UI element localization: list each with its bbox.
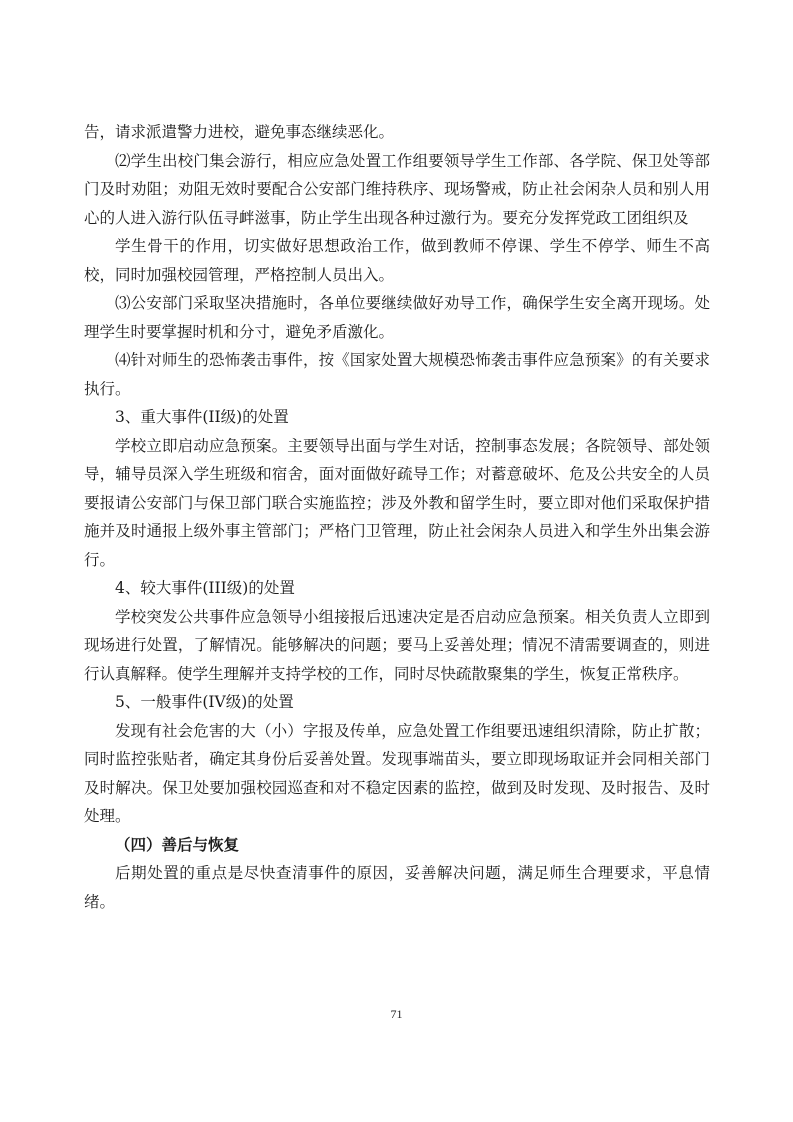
paragraph-student-backbone: 学生骨干的作用，切实做好思想政治工作，做到教师不停课、学生不停学、师生不高校，同时加强校园管理，严格控制人员出入。 <box>84 237 710 284</box>
body-text <box>84 118 710 916</box>
paragraph-item-3: ⑶公安部门采取坚决措施时，各单位要继续做好劝导工作，确保学生安全离开现场。处理学生时要掌握时机和分寸，避免矛盾激化。 <box>84 294 710 341</box>
heading-major-event: 3、重大事件(II级)的处置 <box>115 408 289 426</box>
paragraph-aftermath: 后期处置的重点是尽快查清事件的原因，妥善解决问题，满足师生合理要求，平息情绪。 <box>84 864 710 911</box>
paragraph-continuation: 告，请求派遣警力进校，避免事态继续恶化。 <box>84 123 395 141</box>
section-heading-aftermath: （四）善后与恢复 <box>115 834 240 854</box>
heading-larger-event: 4、较大事件(III级)的处置 <box>115 579 295 597</box>
paragraph-item-4: ⑷针对师生的恐怖袭击事件，按《国家处置大规模恐怖袭击事件应急预案》的有关要求执行。 <box>84 351 710 398</box>
heading-general-event: 5、一般事件(IV级)的处置 <box>115 693 294 711</box>
paragraph-item-2: ⑵学生出校门集会游行，相应应急处置工作组要领导学生工作部、各学院、保卫处等部门及时劝阻；劝阻无效时要配合公安部门维持秩序、现场警戒，防止社会闲杂人员和别人用心的人进入游行队伍寻衅滋事，防止学生出现各种过激行为。要充分发挥党政工团组织及 <box>84 151 710 227</box>
paragraph-general-event: 发现有社会危害的大（小）字报及传单，应急处置工作组要迅速组织清除，防止扩散；同时监控张贴者，确定其身份后妥善处置。发现事端苗头，要立即现场取证并会同相关部门及时解决。保卫处要加强校园巡查和对不稳定因素的监控，做到及时发现、及时报告、及时处理。 <box>84 721 710 825</box>
paragraph-larger-event: 学校突发公共事件应急领导小组接报后迅速决定是否启动应急预案。相关负责人立即到现场进行处置，了解情况。能够解决的问题；要马上妥善处理；情况不清需要调查的，则进行认真解释。使学生理解并支持学校的工作，同时尽快疏散聚集的学生，恢复正常秩序。 <box>84 607 710 683</box>
page-number: 71 <box>390 1007 403 1021</box>
paragraph-major-event: 学校立即启动应急预案。主要领导出面与学生对话，控制事态发展；各院领导、部处领导，辅导员深入学生班级和宿舍，面对面做好疏导工作；对蓄意破坏、危及公共安全的人员要报请公安部门与保卫部门联合实施监控；涉及外教和留学生时，要立即对他们采取保护措施并及时通报上级外事主管部门；严格门卫管理，防止社会闲杂人员进入和学生外出集会游行。 <box>84 436 710 569</box>
